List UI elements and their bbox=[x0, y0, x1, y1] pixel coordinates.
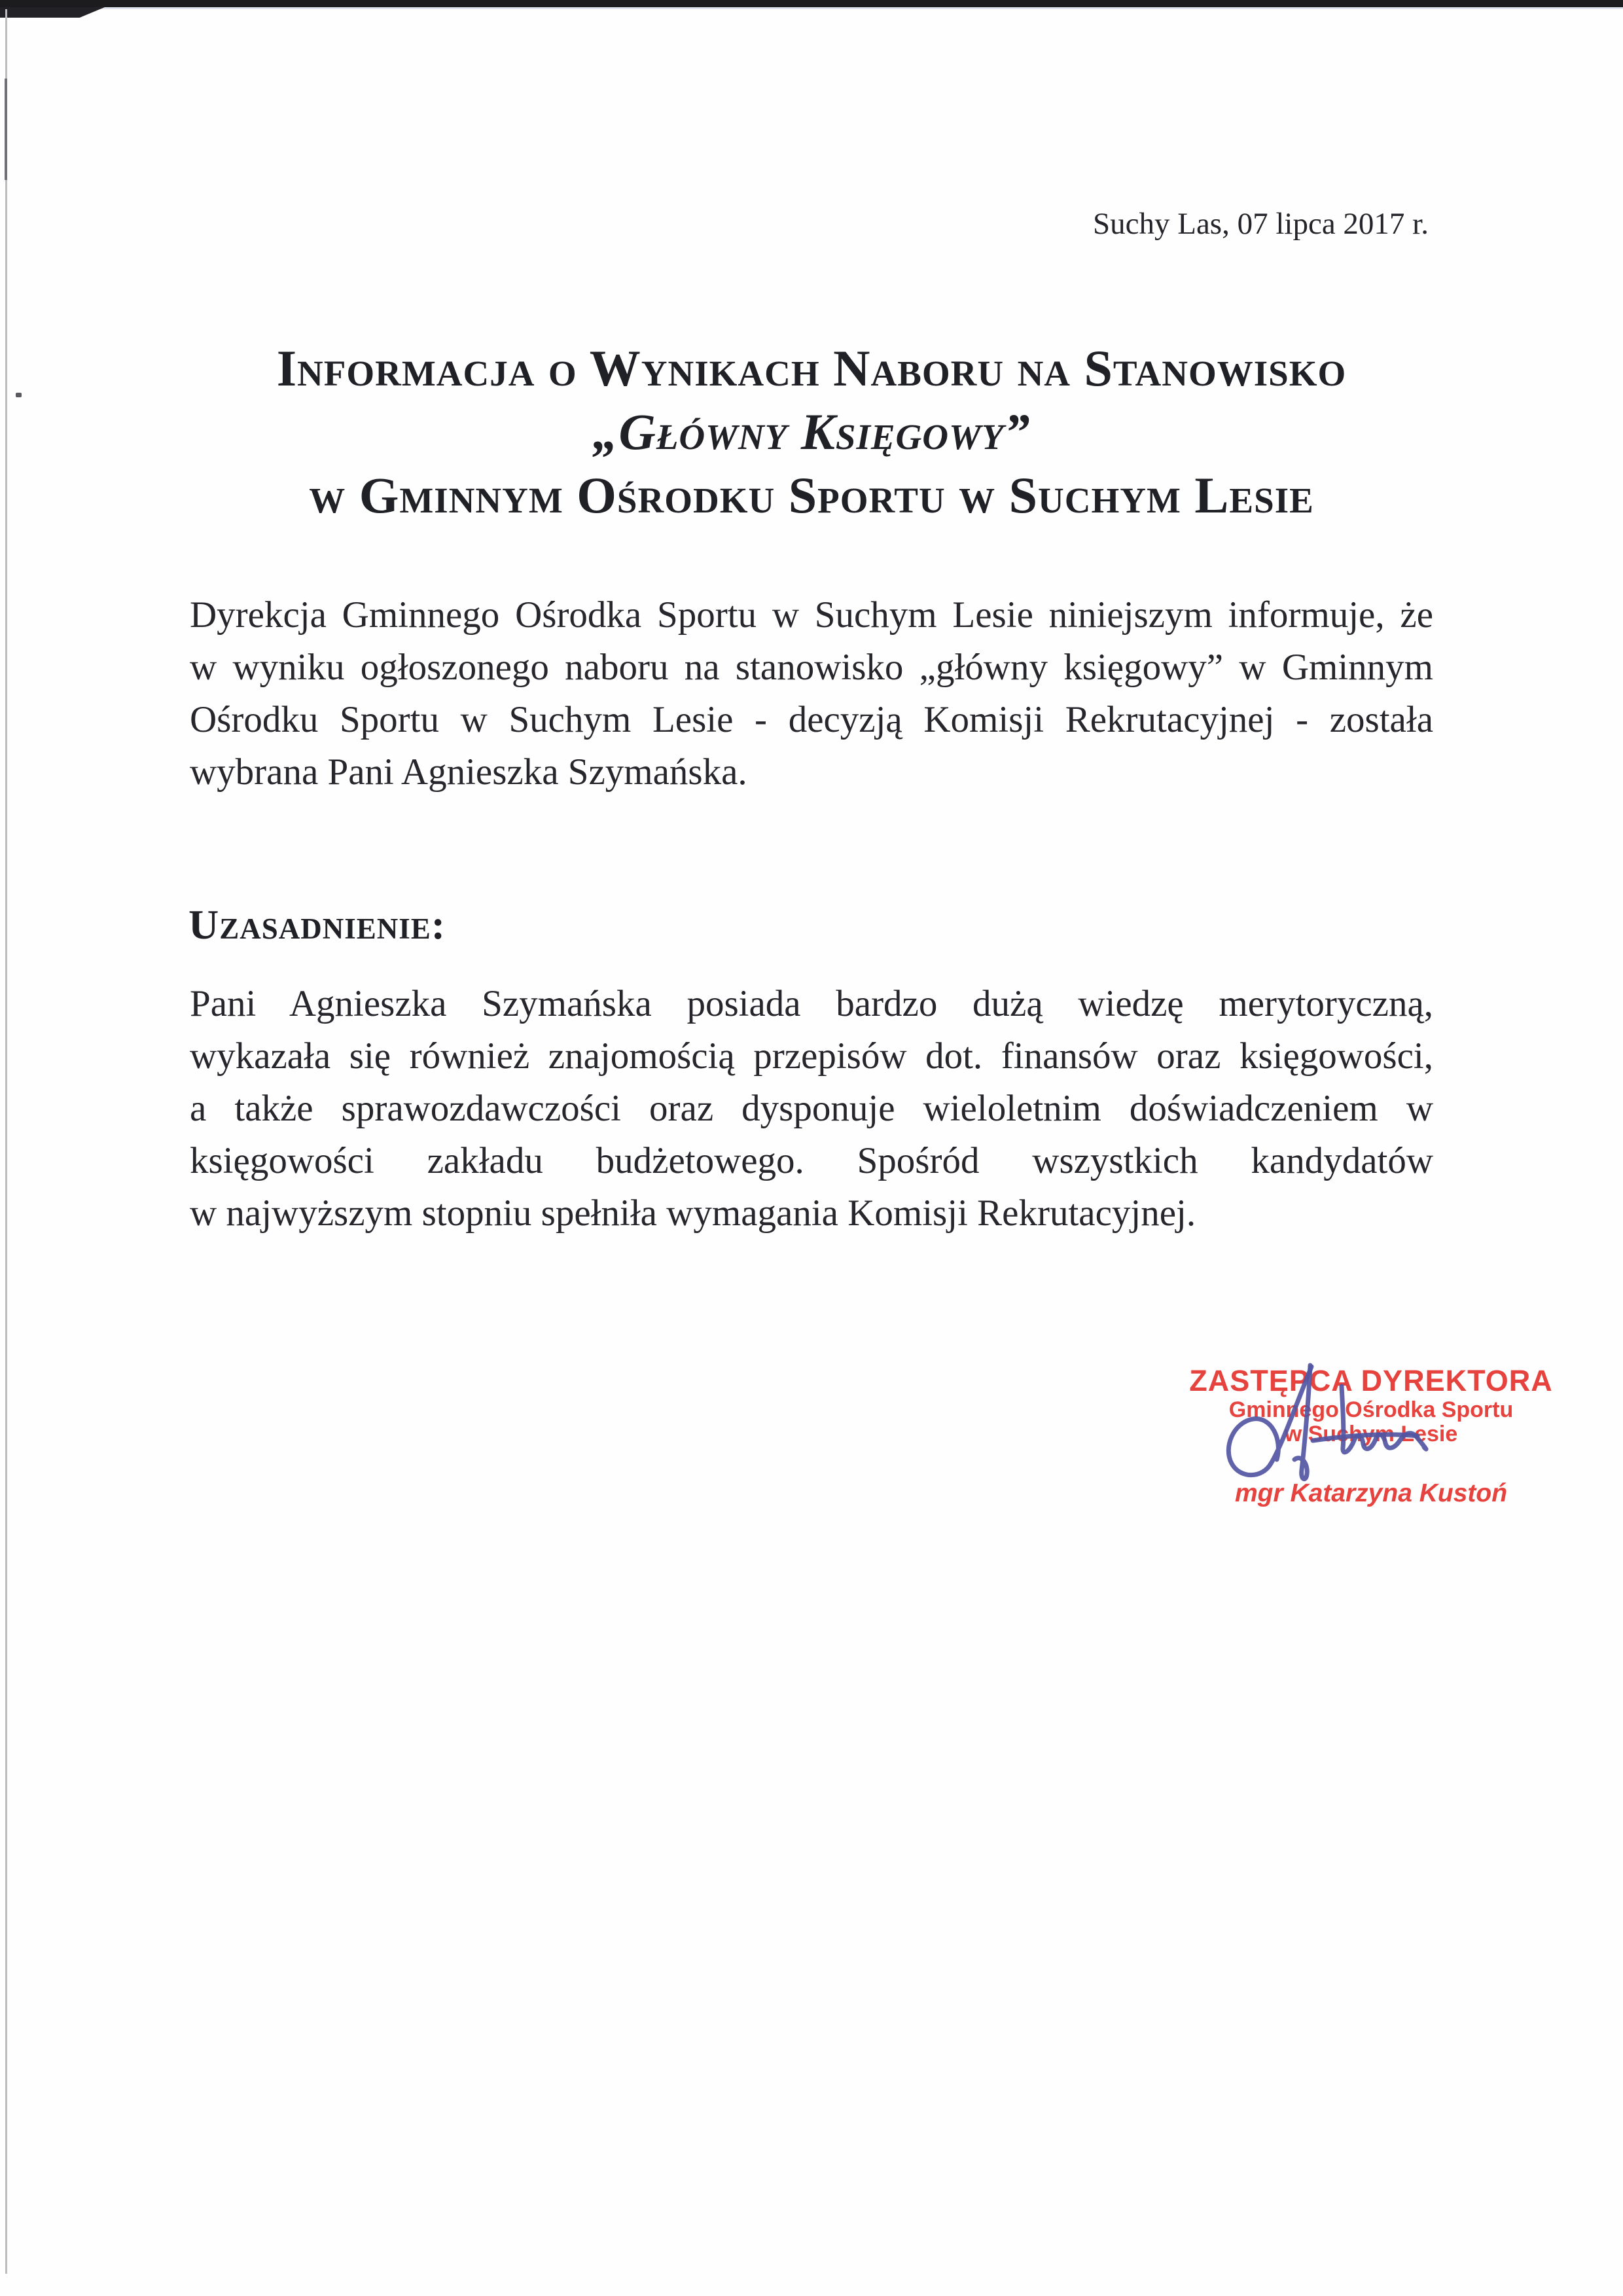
text-line: księgowości zakładu budżetowego. Spośród wszystkich kandydatów bbox=[190, 1140, 1433, 1181]
text-line: Ośrodku Sportu w Suchym Lesie - decyzją Komisji Rekrutacyjnej - została bbox=[190, 699, 1433, 740]
stamp-signer-name: mgr Katarzyna Kustoń bbox=[1234, 1479, 1508, 1507]
section-heading: Uzasadnienie: bbox=[188, 901, 446, 948]
stamp-organization-line1: Gminnego Ośrodka Sportu bbox=[1228, 1397, 1514, 1422]
document-title-line1: Informacja o Wynikach Naboru na Stanowisko bbox=[276, 340, 1347, 397]
text-line: w najwyższym stopniu spełniła wymagania Komisji Rekrutacyjnej. bbox=[190, 1193, 1196, 1234]
stamp-organization-line2: w Suchym Lesie bbox=[1284, 1422, 1458, 1446]
scan-artifact-top-bar bbox=[0, 0, 1623, 7]
justification-paragraph bbox=[190, 978, 1433, 1240]
intro-paragraph bbox=[190, 589, 1433, 798]
scan-artifact-left-edge-dark bbox=[5, 79, 7, 180]
stamp-role-title: ZASTĘPCA DYREKTORA bbox=[1189, 1364, 1553, 1397]
text-line: a także sprawozdawczości oraz dysponuje wieloletnim doświadczeniem w bbox=[190, 1088, 1433, 1129]
text-line: wybrana Pani Agnieszka Szymańska. bbox=[190, 751, 747, 793]
date-line: Suchy Las, 07 lipca 2017 r. bbox=[1092, 207, 1429, 241]
document-title bbox=[0, 336, 1623, 527]
document-title-line3: w Gminnym Ośrodku Sportu w Suchym Lesie bbox=[309, 467, 1314, 524]
text-line: Pani Agnieszka Szymańska posiada bardzo dużą wiedzę merytoryczną, bbox=[190, 983, 1433, 1024]
official-stamp bbox=[1188, 1348, 1554, 1558]
scan-artifact-corner-notch bbox=[0, 7, 105, 18]
document-title-line2: „Główny Księgowy” bbox=[592, 403, 1031, 460]
text-line: w wyniku ogłoszonego naboru na stanowisko „główny księgowy” w Gminnym bbox=[190, 647, 1433, 688]
text-line: Dyrekcja Gminnego Ośrodka Sportu w Suchym Lesie niniejszym informuje, że bbox=[190, 594, 1433, 636]
text-line: wykazała się również znajomością przepisów dot. finansów oraz księgowości, bbox=[190, 1035, 1433, 1077]
scan-artifact-top-blue-line bbox=[0, 7, 1623, 9]
